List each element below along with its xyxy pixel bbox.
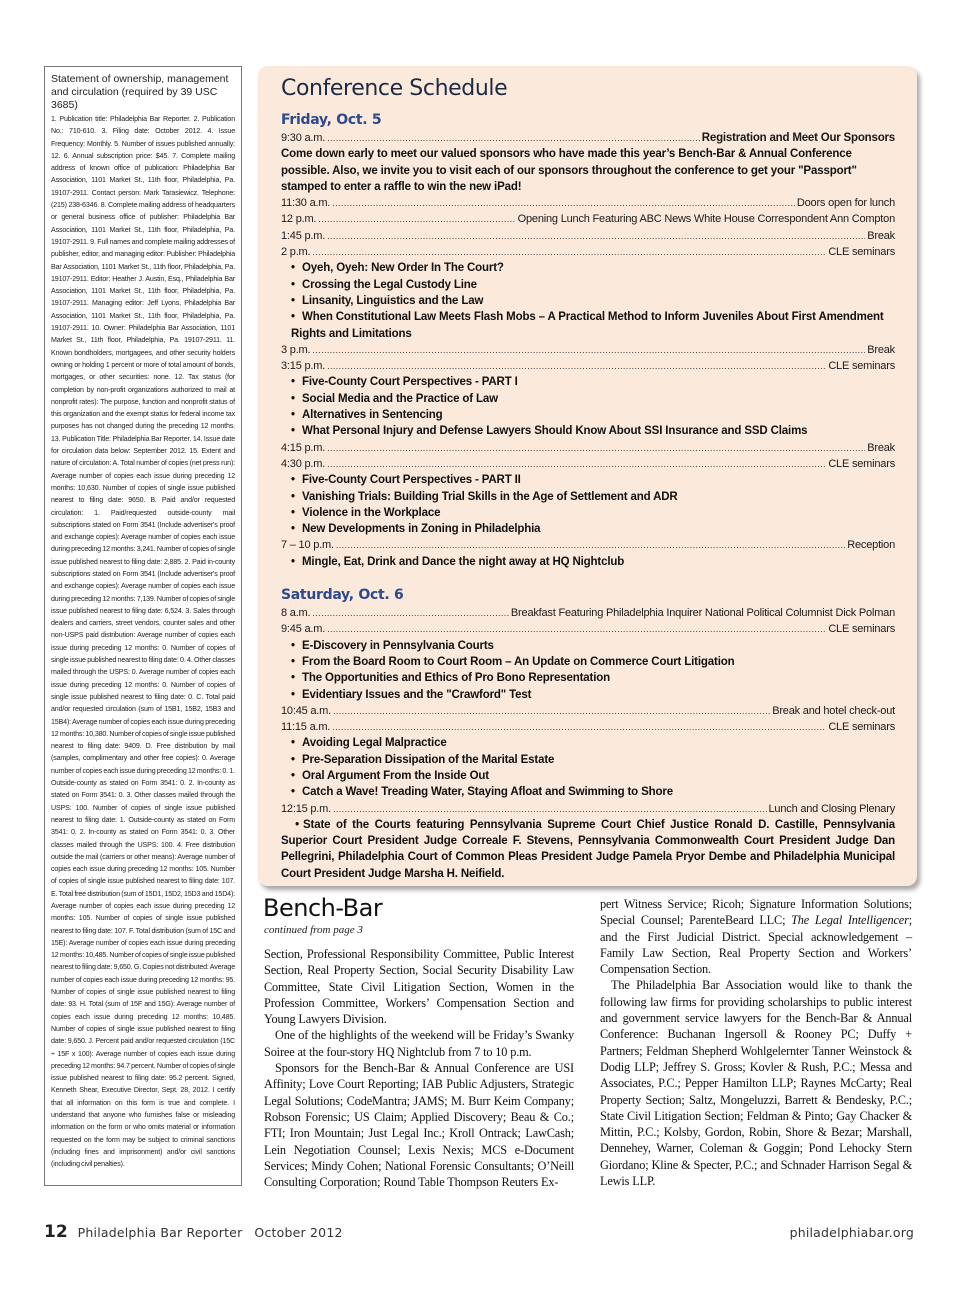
session-item [281,472,895,488]
schedule-time: 3 p.m. [281,343,311,356]
session-item [281,638,895,654]
session-item [281,260,895,276]
session-title: Vanishing Trials: Building Trial Skills in the Age of Settlement and ADR [302,490,678,503]
article-title: Bench-Bar [263,894,383,922]
session-title: Linsanity, Linguistics and the Law [302,294,484,307]
schedule-time: 11:30 a.m. [281,197,331,210]
session-title: When Constitutional Law Meets Flash Mobs – A Practical Method to Inform Juveniles About First Amendment Rights and Limitations [291,311,884,340]
session-title: Mingle, Eat, Drink and Dance the night away at HQ Nightclub [302,555,625,568]
bullet-icon: • [291,474,295,487]
schedule-event: Break [867,229,895,242]
bullet-icon: • [291,294,295,307]
session-title: Five-County Court Perspectives - PART II [302,474,521,487]
dot-leader [332,195,795,211]
session-title: E-Discovery in Pennsylvania Courts [302,639,494,652]
bullet-icon: • [291,523,295,536]
bullet-icon: • [291,311,295,324]
session-title: Violence in the Workplace [302,506,441,519]
bullet-icon: • [291,786,295,799]
schedule-time: 9:45 a.m. [281,623,326,636]
schedule-row [281,605,895,621]
schedule-row [281,703,895,719]
schedule-day-heading: Friday, Oct. 5 [281,112,382,128]
article-column-1 [264,946,574,1190]
article-paragraph: Section, Professional Responsibility Committee, Public Interest Section, Real Property Section, Social Security Disability Law Committee, State Civil Litigation Section, Women in the Profession Committee, Workers’ Compensation Section and Young Lawyers Division. [264,947,574,1027]
publication-name: Philadelphia Bar Reporter [77,1225,243,1240]
dot-leader [333,703,770,719]
bullet-icon: • [291,278,295,291]
session-item [281,817,895,882]
bullet-icon: • [291,376,295,389]
publication-name: The Legal Intelligencer [791,913,909,928]
schedule-row [281,211,895,227]
bullet-icon: • [291,737,295,750]
article-paragraph: One of the highlights of the weekend will be Friday’s Swanky Soiree at the four-story HQ Nightclub from 7 to 10 p.m. [264,1028,574,1059]
session-title: Catch a Wave! Treading Water, Staying Afloat and Swimming to Shore [302,786,673,799]
session-title: Oral Argument From the Inside Out [302,769,489,782]
dot-leader [312,605,509,621]
dot-leader [327,228,865,244]
article-paragraph [600,896,912,977]
session-item [281,554,895,570]
dot-leader [333,801,767,817]
session-item [281,277,895,293]
schedule-row [281,130,895,146]
schedule-row [281,456,895,472]
dot-leader [312,244,826,260]
session-title: Oyeh, Oyeh: New Order In The Court? [302,262,504,275]
schedule-event: Break and hotel check-out [772,704,895,717]
dot-leader [327,130,700,146]
session-title: New Developments in Zoning in Philadelphia [302,523,541,536]
bullet-icon: • [291,490,295,503]
schedule-title: Conference Schedule [281,76,508,101]
issue-date: October 2012 [254,1225,343,1240]
session-item [281,407,895,423]
schedule-time: 7 – 10 p.m. [281,539,334,552]
schedule-row [281,440,895,456]
page-number: 12 [44,1222,68,1242]
article-continued-line: continued from page 3 [264,924,363,936]
schedule-row [281,244,895,260]
page-footer [44,1222,914,1242]
bullet-icon: • [291,672,295,685]
schedule-time: 12 p.m. [281,213,317,226]
schedule-event: CLE seminars [828,360,895,373]
session-item [281,374,895,390]
schedule-time: 12:15 p.m. [281,802,331,815]
session-title: What Personal Injury and Defense Lawyers Should Know About SSI Insurance and SSD Claims [302,425,808,438]
schedule-event: CLE seminars [828,623,895,636]
bullet-icon: • [291,262,295,275]
dot-leader [327,456,826,472]
schedule-time: 9:30 a.m. [281,132,326,144]
session-title: Five-County Court Perspectives - PART I [302,376,518,389]
schedule-time: 8 a.m. [281,607,311,620]
article-text: ; and the First Judicial District. Special acknowledgement – Family Law Section, Real Property Section and Workers’ Compensation Section. [600,913,912,977]
schedule-time: 4:30 p.m. [281,457,326,470]
session-title: Crossing the Legal Custody Line [302,278,477,291]
schedule-day-heading: Saturday, Oct. 6 [281,587,404,604]
bullet-icon: • [295,818,299,831]
session-item [281,521,895,537]
session-item [281,654,895,670]
bullet-icon: • [291,769,295,782]
bullet-icon: • [291,688,295,701]
dot-leader [318,211,515,227]
session-item [281,489,895,505]
session-title: Alternatives in Sentencing [302,409,443,422]
bullet-icon: • [291,392,295,405]
schedule-event: Breakfast Featuring Philadelphia Inquirer National Political Columnist Dick Polman [510,607,895,620]
session-title: Pre-Separation Dissipation of the Marital Estate [302,753,555,766]
session-item [281,784,895,800]
bullet-icon: • [291,655,295,668]
schedule-time: 11:15 a.m. [281,721,331,734]
statement-heading: Statement of ownership, management and circulation (required by 39 USC 3685) [51,73,229,111]
schedule-event: Lunch and Closing Plenary [768,802,895,815]
session-item [281,391,895,407]
session-title: Social Media and the Practice of Law [302,392,498,405]
article-text: pert Witness Service; Ricoh; Signature Information Solutions; Special Counsel; ParenteBeard LLC; [600,897,912,928]
schedule-time: 2 p.m. [281,246,311,259]
schedule-row [281,621,895,637]
statement-of-ownership-box [44,66,242,1186]
dot-leader [327,358,826,374]
bullet-icon: • [291,409,295,422]
schedule-time: 1:45 p.m. [281,229,326,242]
article-paragraph: The Philadelphia Bar Association would like to thank the following law firms for providing scholarships to public interest and government service lawyers for the Bench-Bar & Annual Conference: Buchanan Ingersoll & Rooney PC; Duffy + Partners; Feldman Shepherd Wohlgelernter Tanner Weinstock & Dodig LLP; Jeffrey S. Gross; Kovler & Rush, P.C.; Messa and Associates, P.C.; Pepper Hamilton LLP; Raynes McCarty; Real Property Section; Saltz, Mongeluzzi, Barrett & Bendesky, P.C.; State Civil Litigation Section; Feldman & Pinto; Gay Chacker & Mittin, P.C.; Kolsby, Gordon, Robin, Shore & Bezar; Marshall, Dennehey, Warner, Coleman & Goggin; Pond Lehocky Stern Giordano; Kline & Specter, P.C.; and Schnader Harrison Segal & Lewis LLP. [600,978,912,1189]
session-item [281,505,895,521]
session-item [281,309,895,342]
session-title: Avoiding Legal Malpractice [302,737,447,750]
session-item [281,752,895,768]
schedule-note: Come down early to meet our valued sponsors who have made this year’s Bench-Bar & Annual Conference possible. Also, we invite you to visit each of our sponsors throughout the conference to get your "Passport" stamped to enter a raffle to win the new iPad! [281,148,857,193]
statement-body: 1. Publication title: Philadelphia Bar Reporter. 2. Publication No.: 710-610. 3. Filing date: October 2012. 4. Issue Frequency: Monthly. 5. Number of issues published annually: 12. 6. Annual subscription price: $45. 7. Complete mailing address of known office of publication: Philadelphia Bar Association, 1101 Market St., 11th floor, Philadelphia, Pa. 19107-2911. Contact person: Mark Tarasiewicz. Telephone: (215) 238-6346. 8. Complete mailing address of headquarters or general business office of publisher: Philadelphia Bar Association, 1101 Market St., 11th floor, Philadelphia, Pa. 19107-2911. 9. Full names and complete mailing addresses of publisher, editor, and managing editor: Publisher: Philadelphia Bar Association, 1101 Market St., 11th floor, Philadelphia, Pa. 19107-2911. Editor: Heather J. Austin, Esq., Philadelphia Bar Association, 1101 Market St., 11th floor, Philadelphia, Pa. 19107-2911. Managing editor: Jeff Lyons, Philadelphia Bar Association, 1101 Market St., 11th floor, Philadelphia, Pa. 19107-2911. 10. Owner: Philadelphia Bar Association, 1101 Market St., 11th floor, Philadelphia, Pa. 19107-2911. 11. Known bondholders, mortgagees, and other security holders owning or holding 1 percent or more of total amount of bonds, mortgages, or other securities: none. 12. Tax status (for completion by non-profit organizations authorized to mail at nonprofit rates): The purpose, function and nonprofit status of this organization and the exempt status for federal income tax purposes has not changed during the preceding 12 months. 13. Publication Title: Philadelphia Bar Reporter. 14. Issue date for circulation data below: September 2012. 15. Extent and nature of circulation: A. Total number of copies (net press run): Average number of copies each issue during preceding 12 months: 10,630. Number of copies of single issue published nearest to filing date: 9650. B. Paid and/or requested circulation: 1. Paid/requested outside-county mail subscriptions stated on Form 3541 (Include advertiser's proof and exchange copies): Average number of copies each issue during preceding 12 months: 3,241. Number of copies of single issue published nearest to filing date: 2,885. 2. Paid in-county subscriptions stated on Form 3541 (Include advertiser's proof and exchange copies): Average number of copies each issue during preceding 12 months: 7,139. Number of copies of single issue published nearest to filing date: 6,524. 3. Sales through dealers and carriers, street vendors, counter sales and other non-USPS paid distribution: Average number of copies each issue during preceding 12 months: 0. Number of copies of single issue published nearest to filing date: 0. 4. Other classes mailed through the USPS: 0. Average number of copies each issue during preceding 12 months: 0. Number of copies of single issue published nearest to filing date: 0. C. Total paid and/or requested circulation (sum of 15B1, 15B2, 15B3 and 15B4): Average number of copies each issue during preceding 12 months: 10,380. Number of copies of single issue published nearest to filing date: 9409. D. Free distribution by mail (samples, complimentary and other free copies): 0. Average number of copies each issue during preceding 12 months: 0. 1. Outside-county as stated on Form 3541: 0. 2. In-county as stated on Form 3541: 0. 3. Other classes mailed through the USPS: 100. Number of copies of single issue published nearest to filing date: 1. Outside-county as stated on Form 3541: 0. 2. In-county as stated on Form 3541: 0. 3. Other classes mailed through the USPS: 100. 4. Free distribution outside the mail (carriers or other means): Average number of copies each issue during preceding 12 months: 105. Number of copies of single issue published nearest to filing date: 107. E. Total free distribution (sum of 15D1, 15D2, 15D3 and 15D4): Average number of copies each issue during preceding 12 months: 105. Number of copies of single issue published nearest to filing date: 107. F. Total distribution (sum of 15C and 15E): Average number of copies each issue during preceding 12 months: 10,485. Number of copies of single issue published nearest to filing date: 9,650. G. Copies not distributed: Average number of copies each issue during preceding 12 months: 95. Number of copies of single issue published nearest to filing date: 93. H. Total (sum of 15F and 15G): Average number of copies each issue during preceding 12 months: 10,485. Number of copies of single issue published nearest to filing date: 9,650. J. Percent paid and/or requested circulation (15C ÷ 15F x 100): Average number of copies each issue during preceding 12 months: 94.7 percent. Number of copies of single issue published nearest to filing date: 95.2 percent. Signed, Kenneth Shear, Executive Director, Sept. 28, 2012. I certify that all information on this form is true and complete. I understand that anyone who furnishes false or misleading information on the form or who omits material or information requested on the form may be subject to criminal sanctions (including fines and imprisonment) and/or civil sanctions (including civil penalties). [51,115,235,1169]
article-column-2 [600,896,912,1189]
schedule-event: CLE seminars [828,457,895,470]
schedule-time: 4:15 p.m. [281,441,326,454]
session-item [281,735,895,751]
article-paragraph: Sponsors for the Bench-Bar & Annual Conference are USI Affinity; Love Court Reporting; IAB Public Adjusters, Strategic Legal Solutions; CodeMantra; JAMS; M. Burr Keim Company; Robson Forensic; US Claim; Applied Discovery; Beau & Co.; FTI; Iron Mountain; Just Legal Inc.; Kroll Ontrack; LawCash; Lein Negotiation Counsel; Lexis Nexis; MCS e-Document Services; Mindy Cohen; National Forensic Consultants; O’Neill Consulting Corporation; Round Table Thompson Reuters Ex- [264,1061,574,1190]
bullet-icon: • [291,506,295,519]
schedule-event: CLE seminars [828,721,895,734]
dot-leader [327,621,826,637]
schedule-row [281,358,895,374]
schedule-row [281,195,895,211]
session-title: State of the Courts featuring Pennsylvania Supreme Court Chief Justice Ronald D. Castille, Pennsylvania Superior Court President Judge Correale F. Stevens, Pennsylvania Commonwealth Court President Judge Dan Pellegrini, Philadelphia Court of Common Pleas President Judge Pamela Pryor Dembe and Philadelphia Municipal Court President Judge Marsha H. Neifield. [281,818,895,880]
session-item [281,687,895,703]
conference-schedule-box [258,66,917,886]
session-item [281,423,895,439]
schedule-row [281,719,895,735]
session-title: Evidentiary Issues and the "Crawford" Test [302,688,532,701]
session-item [281,768,895,784]
schedule-event: Doors open for lunch [796,197,895,210]
schedule-row [281,801,895,817]
schedule-days [281,110,895,882]
schedule-event: Break [867,441,895,454]
session-item [281,670,895,686]
schedule-time: 10:45 a.m. [281,704,331,717]
session-title: From the Board Room to Court Room – An Update on Commerce Court Litigation [302,655,735,668]
bullet-icon: • [291,425,295,438]
schedule-event: Reception [847,539,895,552]
schedule-event: CLE seminars [828,246,895,259]
schedule-row [281,342,895,358]
schedule-row [281,228,895,244]
schedule-time: 3:15 p.m. [281,360,326,373]
bullet-icon: • [291,753,295,766]
schedule-row [281,537,895,553]
schedule-event: Opening Lunch Featuring ABC News White House Correspondent Ann Compton [517,213,895,226]
session-item [281,293,895,309]
dot-leader [312,342,865,358]
session-title: The Opportunities and Ethics of Pro Bono Representation [302,672,611,685]
schedule-event: Registration and Meet Our Sponsors [701,132,895,144]
dot-leader [336,537,845,553]
schedule-event: Break [867,343,895,356]
dot-leader [327,440,865,456]
bullet-icon: • [291,639,295,652]
bullet-icon: • [291,555,295,568]
website-link[interactable]: philadelphiabar.org [789,1225,914,1240]
dot-leader [332,719,826,735]
